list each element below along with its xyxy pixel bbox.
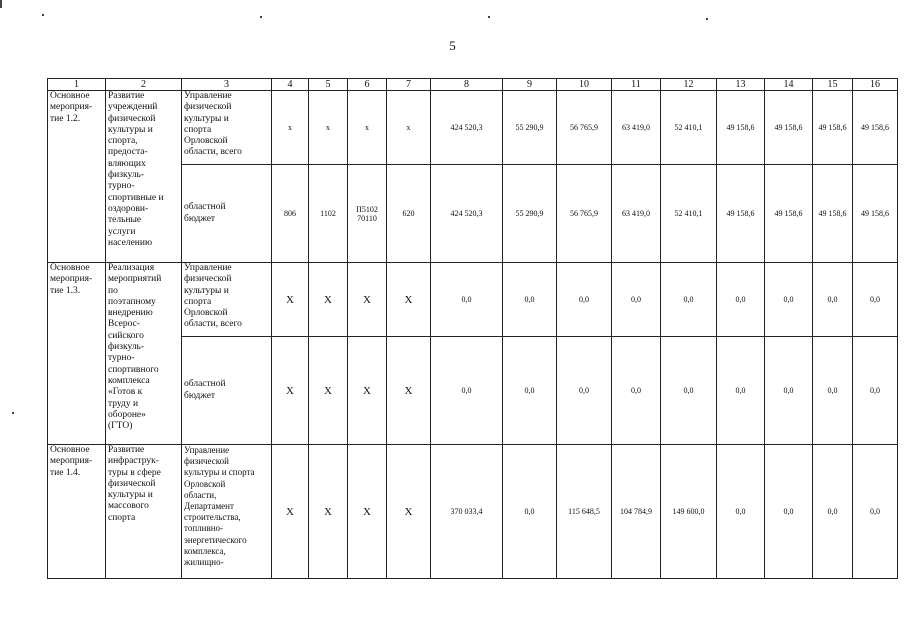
table-header-row bbox=[48, 79, 898, 91]
amount-cell: 0,0 bbox=[661, 263, 717, 337]
page-number: 5 bbox=[449, 38, 456, 53]
amount-cell: 0,0 bbox=[765, 445, 813, 579]
executor-cell: Управление физической культуры и спорта Орловской области, всего bbox=[182, 263, 272, 337]
amount-cell: 149 600,0 bbox=[661, 445, 717, 579]
amount-cell: 0,0 bbox=[853, 263, 898, 337]
column-number-13: 13 bbox=[717, 79, 765, 91]
scan-dot bbox=[260, 16, 262, 18]
measure-code-cell: Основное мероприя- тие 1.3. bbox=[48, 263, 106, 445]
amount-cell: 52 410,1 bbox=[661, 165, 717, 263]
executor-cell: Управление физической культуры и спорта Орловской области, всего bbox=[182, 91, 272, 165]
executor-cell: областной бюджет bbox=[182, 165, 272, 263]
amount-cell: 0,0 bbox=[765, 263, 813, 337]
kbk-section-cell: х bbox=[309, 91, 348, 165]
kbk-type-cell: 620 bbox=[387, 165, 431, 263]
measure-code-cell: Основное мероприя- тие 1.4. bbox=[48, 445, 106, 579]
column-number-4: 4 bbox=[272, 79, 309, 91]
amount-cell: 49 158,6 bbox=[853, 91, 898, 165]
amount-cell: 0,0 bbox=[813, 337, 853, 445]
kbk-type-cell: х bbox=[387, 91, 431, 165]
column-number-3: 3 bbox=[182, 79, 272, 91]
amount-cell: 49 158,6 bbox=[765, 165, 813, 263]
amount-cell: 0,0 bbox=[612, 337, 661, 445]
amount-cell: 0,0 bbox=[717, 445, 765, 579]
amount-cell: 0,0 bbox=[661, 337, 717, 445]
amount-cell: 56 765,9 bbox=[557, 91, 612, 165]
column-number-15: 15 bbox=[813, 79, 853, 91]
kbk-section-cell: Х bbox=[309, 445, 348, 579]
measure-name-cell: Развитие инфраструк- туры в сфере физической культуры и массового спорта bbox=[106, 445, 182, 579]
amount-cell: 0,0 bbox=[431, 337, 503, 445]
amount-cell: 0,0 bbox=[853, 445, 898, 579]
kbk-ministry-cell: Х bbox=[272, 445, 309, 579]
amount-cell: 49 158,6 bbox=[813, 91, 853, 165]
amount-cell: 0,0 bbox=[503, 445, 557, 579]
executor-cell: областной бюджет bbox=[182, 337, 272, 445]
executor-cell: Управление физической культуры и спорта Орловской области, Департамент строительства, топливно- энергетического комплекса, жилищно- bbox=[182, 445, 272, 579]
amount-cell: 55 290,9 bbox=[503, 91, 557, 165]
amount-cell: 0,0 bbox=[431, 263, 503, 337]
column-number-5: 5 bbox=[309, 79, 348, 91]
amount-cell: 52 410,1 bbox=[661, 91, 717, 165]
amount-cell: 49 158,6 bbox=[717, 91, 765, 165]
kbk-ministry-cell: 806 bbox=[272, 165, 309, 263]
amount-cell: 0,0 bbox=[612, 263, 661, 337]
kbk-type-cell: Х bbox=[387, 263, 431, 337]
column-number-2: 2 bbox=[106, 79, 182, 91]
table-row bbox=[48, 91, 898, 165]
column-number-16: 16 bbox=[853, 79, 898, 91]
column-number-11: 11 bbox=[612, 79, 661, 91]
amount-cell: 424 520,3 bbox=[431, 91, 503, 165]
column-number-10: 10 bbox=[557, 79, 612, 91]
measure-code-cell: Основное мероприя- тие 1.2. bbox=[48, 91, 106, 263]
amount-cell: 49 158,6 bbox=[765, 91, 813, 165]
column-number-6: 6 bbox=[348, 79, 387, 91]
column-number-7: 7 bbox=[387, 79, 431, 91]
kbk-section-cell: 1102 bbox=[309, 165, 348, 263]
amount-cell: 115 648,5 bbox=[557, 445, 612, 579]
amount-cell: 0,0 bbox=[853, 337, 898, 445]
kbk-ministry-cell: х bbox=[272, 91, 309, 165]
amount-cell: 55 290,9 bbox=[503, 165, 557, 263]
scan-mark-left bbox=[0, 0, 2, 8]
column-number-14: 14 bbox=[765, 79, 813, 91]
kbk-target-cell: Х bbox=[348, 263, 387, 337]
amount-cell: 49 158,6 bbox=[853, 165, 898, 263]
amount-cell: 424 520,3 bbox=[431, 165, 503, 263]
kbk-type-cell: Х bbox=[387, 445, 431, 579]
amount-cell: 104 784,9 bbox=[612, 445, 661, 579]
kbk-section-cell: Х bbox=[309, 263, 348, 337]
kbk-ministry-cell: Х bbox=[272, 263, 309, 337]
column-number-9: 9 bbox=[503, 79, 557, 91]
amount-cell: 0,0 bbox=[557, 337, 612, 445]
amount-cell: 0,0 bbox=[813, 263, 853, 337]
column-number-1: 1 bbox=[48, 79, 106, 91]
column-number-12: 12 bbox=[661, 79, 717, 91]
measure-name-cell: Развитие учреждений физической культуры и спорта, предоста- вляющих физкуль- турно- спортивные и оздорови- тельные услуги населению bbox=[106, 91, 182, 263]
amount-cell: 0,0 bbox=[717, 263, 765, 337]
table-row bbox=[48, 445, 898, 579]
amount-cell: 370 033,4 bbox=[431, 445, 503, 579]
scan-dot bbox=[12, 412, 14, 414]
measure-name-cell: Реализация мероприятий по поэтапному внедрению Всерос- сийского физкуль- турно- спортивного комплекса «Готов к труду и обороне» (ГТО) bbox=[106, 263, 182, 445]
table-row bbox=[48, 263, 898, 337]
kbk-target-cell: х bbox=[348, 91, 387, 165]
column-number-8: 8 bbox=[431, 79, 503, 91]
amount-cell: 49 158,6 bbox=[813, 165, 853, 263]
budget-table bbox=[47, 78, 898, 579]
amount-cell: 56 765,9 bbox=[557, 165, 612, 263]
kbk-section-cell: Х bbox=[309, 337, 348, 445]
amount-cell: 0,0 bbox=[503, 263, 557, 337]
amount-cell: 63 419,0 bbox=[612, 165, 661, 263]
kbk-ministry-cell: Х bbox=[272, 337, 309, 445]
kbk-type-cell: Х bbox=[387, 337, 431, 445]
amount-cell: 0,0 bbox=[813, 445, 853, 579]
kbk-target-cell: П5102 70110 bbox=[348, 165, 387, 263]
kbk-target-cell: Х bbox=[348, 445, 387, 579]
amount-cell: 0,0 bbox=[557, 263, 612, 337]
kbk-target-cell: Х bbox=[348, 337, 387, 445]
amount-cell: 49 158,6 bbox=[717, 165, 765, 263]
scan-dot bbox=[42, 14, 44, 16]
scan-dot bbox=[488, 16, 490, 18]
amount-cell: 0,0 bbox=[503, 337, 557, 445]
scan-dot bbox=[706, 18, 708, 20]
amount-cell: 0,0 bbox=[765, 337, 813, 445]
amount-cell: 0,0 bbox=[717, 337, 765, 445]
amount-cell: 63 419,0 bbox=[612, 91, 661, 165]
